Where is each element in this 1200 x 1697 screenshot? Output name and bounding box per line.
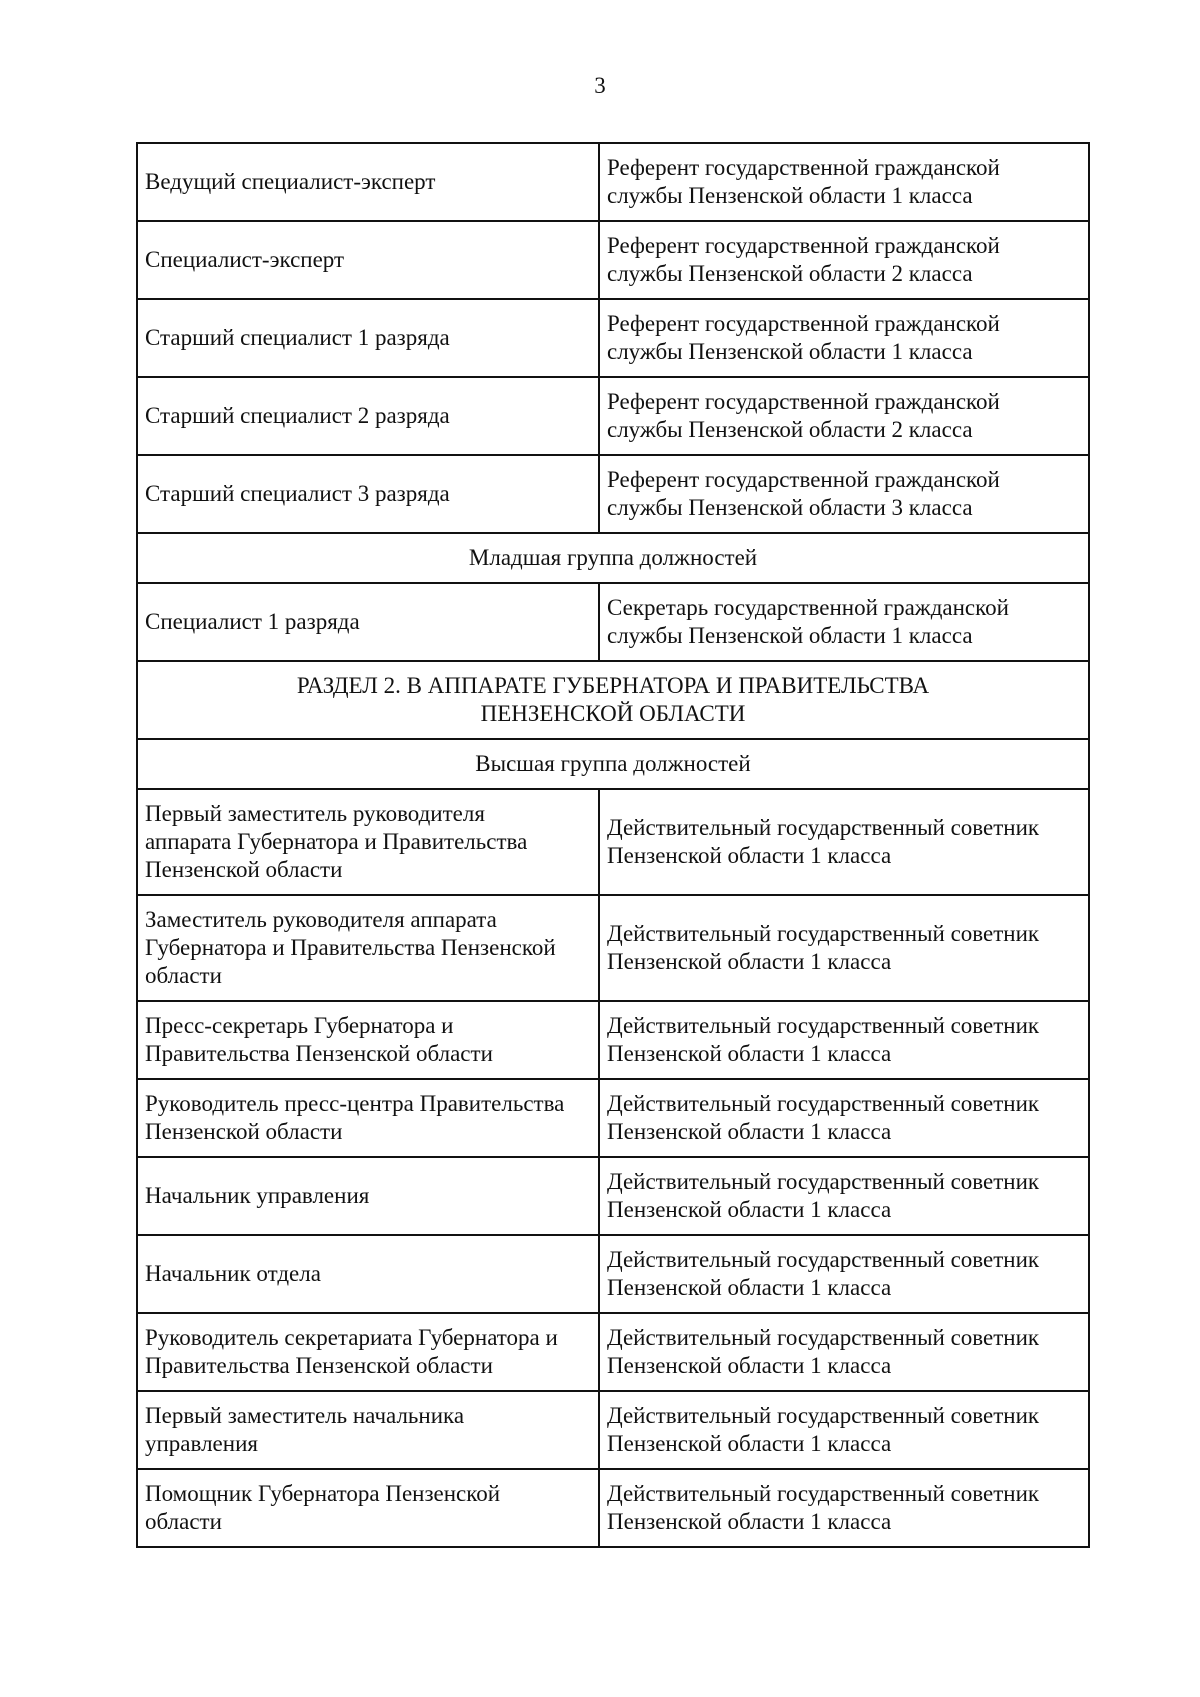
table-row: [137, 455, 1089, 533]
table-row: [137, 1157, 1089, 1235]
page-number: 3: [594, 73, 606, 98]
section-heading-row: [137, 661, 1089, 739]
position-title: Специалист-эксперт: [145, 247, 345, 272]
table-row: [137, 1001, 1089, 1079]
table-row: [137, 221, 1089, 299]
table-row: [137, 789, 1089, 895]
table-row: [137, 1313, 1089, 1391]
table-row: [137, 1235, 1089, 1313]
position-cell: [137, 1157, 599, 1235]
group-heading-text: Младшая группа должностей: [468, 545, 758, 570]
position-cell: [137, 1001, 599, 1079]
position-cell: [137, 455, 599, 533]
class-rank: Действительный государственный советник Пензенской области 1 класса: [607, 1403, 1040, 1456]
position-title: Руководитель секретариата Губернатора и Правительства Пензенской области: [145, 1325, 558, 1378]
position-cell: [137, 1235, 599, 1313]
rank-cell: [599, 583, 1089, 661]
position-title: Старший специалист 2 разряда: [145, 403, 450, 428]
rank-cell: [599, 299, 1089, 377]
class-rank: Действительный государственный советник Пензенской области 1 класса: [607, 1247, 1040, 1300]
rank-cell: [599, 1079, 1089, 1157]
position-title: Начальник управления: [145, 1183, 370, 1208]
position-cell: [137, 1313, 599, 1391]
table-row: [137, 299, 1089, 377]
position-title: Пресс-секретарь Губернатора и Правительства Пензенской области: [145, 1013, 493, 1066]
class-rank: Референт государственной гражданской службы Пензенской области 1 класса: [607, 311, 1000, 364]
position-title: Старший специалист 3 разряда: [145, 481, 450, 506]
rank-cell: [599, 221, 1089, 299]
table-row: [137, 583, 1089, 661]
rank-cell: [599, 1469, 1089, 1547]
table-row: [137, 1079, 1089, 1157]
position-cell: [137, 299, 599, 377]
class-rank: Действительный государственный советник Пензенской области 1 класса: [607, 1481, 1040, 1534]
rank-cell: [599, 143, 1089, 221]
position-title: Старший специалист 1 разряда: [145, 325, 450, 350]
group-heading-row: [137, 533, 1089, 583]
class-rank: Референт государственной гражданской службы Пензенской области 3 класса: [607, 467, 1000, 520]
class-rank: Референт государственной гражданской службы Пензенской области 2 класса: [607, 233, 1000, 286]
section-heading-text: РАЗДЕЛ 2. В АППАРАТЕ ГУБЕРНАТОРА И ПРАВИТЕЛЬСТВА ПЕНЗЕНСКОЙ ОБЛАСТИ: [296, 673, 930, 726]
position-cell: [137, 221, 599, 299]
group-heading: [137, 533, 1089, 583]
position-cell: [137, 895, 599, 1001]
table-row: [137, 143, 1089, 221]
table-row: [137, 377, 1089, 455]
class-rank: Действительный государственный советник Пензенской области 1 класса: [607, 815, 1040, 868]
rank-cell: [599, 1001, 1089, 1079]
class-rank: Действительный государственный советник Пензенской области 1 класса: [607, 1169, 1040, 1222]
group-heading-row: [137, 739, 1089, 789]
class-rank: Секретарь государственной гражданской службы Пензенской области 1 класса: [607, 595, 1009, 648]
table-row: [137, 1391, 1089, 1469]
group-heading: [137, 739, 1089, 789]
table-row: [137, 895, 1089, 1001]
positions-table-body: [137, 143, 1089, 1547]
class-rank: Действительный государственный советник Пензенской области 1 класса: [607, 921, 1040, 974]
rank-cell: [599, 455, 1089, 533]
positions-table: [136, 142, 1090, 1548]
group-heading-text: Высшая группа должностей: [475, 751, 751, 776]
section-heading: [137, 661, 1089, 739]
rank-cell: [599, 789, 1089, 895]
position-cell: [137, 789, 599, 895]
rank-cell: [599, 1157, 1089, 1235]
position-title: Первый заместитель руководителя аппарата Губернатора и Правительства Пензенской области: [145, 801, 528, 882]
rank-cell: [599, 1313, 1089, 1391]
class-rank: Действительный государственный советник Пензенской области 1 класса: [607, 1325, 1040, 1378]
position-cell: [137, 1079, 599, 1157]
position-cell: [137, 1469, 599, 1547]
rank-cell: [599, 1391, 1089, 1469]
position-title: Помощник Губернатора Пензенской области: [145, 1481, 501, 1534]
rank-cell: [599, 895, 1089, 1001]
class-rank: Референт государственной гражданской службы Пензенской области 1 класса: [607, 155, 1000, 208]
rank-cell: [599, 1235, 1089, 1313]
position-cell: [137, 1391, 599, 1469]
position-title: Заместитель руководителя аппарата Губернатора и Правительства Пензенской области: [145, 907, 556, 988]
class-rank: Действительный государственный советник Пензенской области 1 класса: [607, 1013, 1040, 1066]
class-rank: Действительный государственный советник Пензенской области 1 класса: [607, 1091, 1040, 1144]
position-title: Первый заместитель начальника управления: [145, 1403, 465, 1456]
class-rank: Референт государственной гражданской службы Пензенской области 2 класса: [607, 389, 1000, 442]
position-cell: [137, 143, 599, 221]
table-row: [137, 1469, 1089, 1547]
position-title: Специалист 1 разряда: [145, 609, 360, 634]
rank-cell: [599, 377, 1089, 455]
position-title: Руководитель пресс-центра Правительства Пензенской области: [145, 1091, 565, 1144]
position-title: Начальник отдела: [145, 1261, 321, 1286]
position-title: Ведущий специалист-эксперт: [145, 169, 436, 194]
position-cell: [137, 377, 599, 455]
position-cell: [137, 583, 599, 661]
